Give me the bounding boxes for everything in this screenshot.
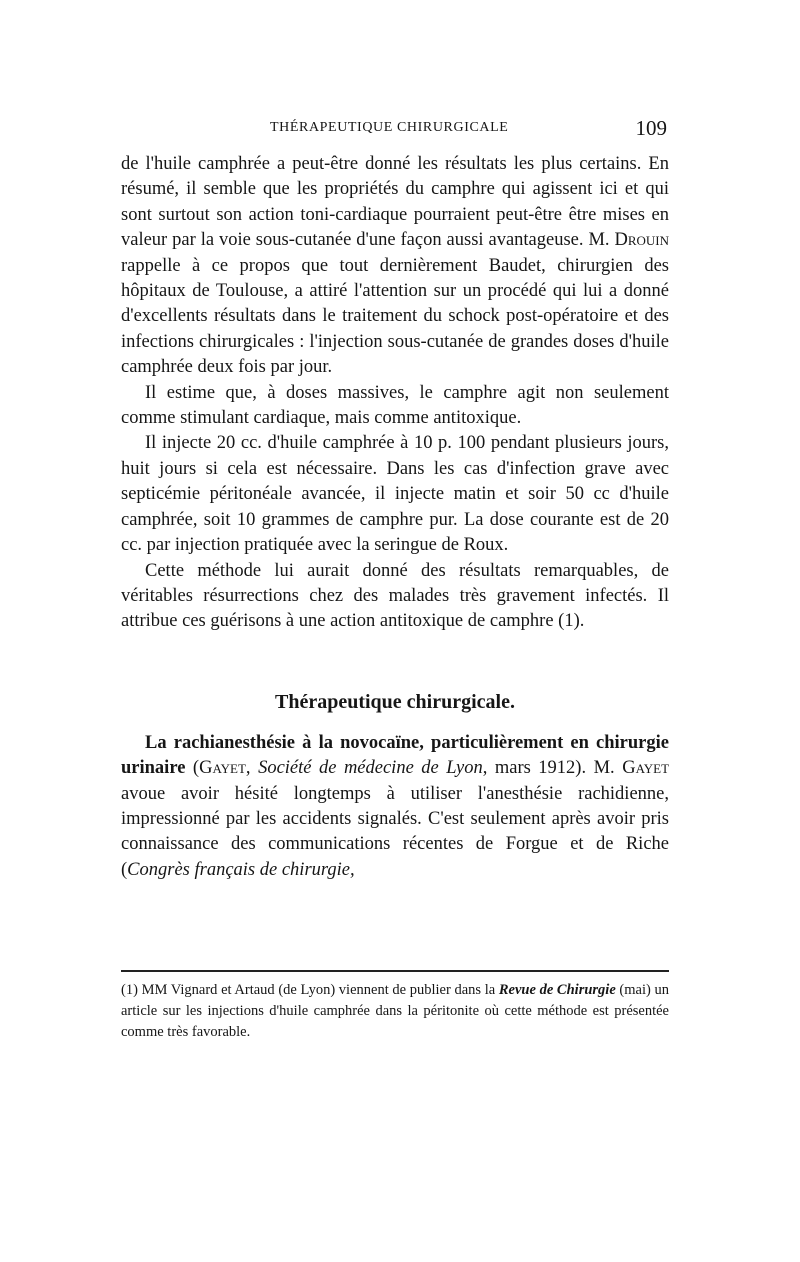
footnote-rule — [121, 970, 669, 972]
paragraph: Il estime que, à doses massives, le camphre agit non seulement comme stimulant cardiaque, mais comme antitoxique. — [121, 382, 669, 429]
footnote — [121, 980, 669, 1043]
congress-name: Congrès français de chirurgie, — [127, 859, 355, 880]
footnote-text: (mai) un article sur les injections d'huile camphrée dans la péritonite où cette méthode est présentée comme très favorable. — [121, 982, 669, 1040]
footnotes — [121, 980, 669, 1043]
article-text: avoue avoir hésité longtemps à utiliser l'anesthésie rachidienne, impressionné par les accidents signalés. C'est seulement après avoir pris connaissance des communications récentes de Forgue et de Riche ( — [121, 783, 669, 880]
reference-separator: , — [245, 758, 259, 779]
running-head — [121, 116, 669, 144]
article-title: La rachianesthésie à la novocaïne, particulièrement en chirurgie urinaire — [121, 732, 669, 779]
footnote-text: (1) MM Vignard et Artaud (de Lyon) viennent de publier dans la — [121, 982, 499, 998]
paragraph: Cette méthode lui aurait donné des résultats remarquables, de véritables résurrections chez des malades très gravement infectés. Il attribue ces guérisons à une action antitoxique de camphre (1). — [121, 560, 669, 632]
article-text: M. — [586, 758, 623, 779]
author-name: Gayet — [622, 758, 670, 779]
reference-author: Gayet — [199, 758, 246, 779]
book-page — [121, 0, 669, 1262]
section-heading: Thérapeutique chirurgicale. — [275, 690, 515, 713]
author-name: Drouin — [614, 230, 669, 251]
reference-open: ( — [185, 758, 200, 779]
article-paragraph — [121, 731, 669, 883]
reference-date: , mars 1912). — [482, 758, 587, 779]
paragraph: Il injecte 20 cc. d'huile camphrée à 10 p. 100 pendant plusieurs jours, huit jours si cela est nécessaire. Dans les cas d'infection grave avec septicémie péritonéale avancée, il injecte matin et soir 50 cc d'huile camphrée, soit 10 grammes de camphre pur. La dose courante est de 20 cc. par injection pratiquée avec la seringue de Roux. — [121, 433, 669, 556]
paragraph-text: rappelle à ce propos que tout dernièrement Baudet, chirurgien des hôpitaux de Toulouse, a attiré l'attention sur un procédé qui lui a donné d'excellents résultats dans le traitement du schock post-opératoire et des infections chirurgicales : l'injection sous-cutanée de grandes doses d'huile camphrée deux fois par jour. — [121, 255, 669, 378]
reference-society: Société de médecine de Lyon — [258, 758, 483, 779]
running-title: THÉRAPEUTIQUE CHIRURGICALE — [270, 120, 509, 135]
page-number: 109 — [635, 116, 667, 140]
body-text — [121, 152, 669, 883]
paragraph — [121, 152, 669, 381]
journal-title: Revue de Chirurgie — [498, 982, 616, 998]
paragraph-text: de l'huile camphrée a peut-être donné les résultats les plus certains. En résumé, il semble que les propriétés du camphre qui agissent ici et qui sont surtout son action toni-cardiaque pourraient peut-être être mises en valeur par la voie sous-cutanée d'une façon aussi avantageuse. M. — [121, 154, 669, 251]
